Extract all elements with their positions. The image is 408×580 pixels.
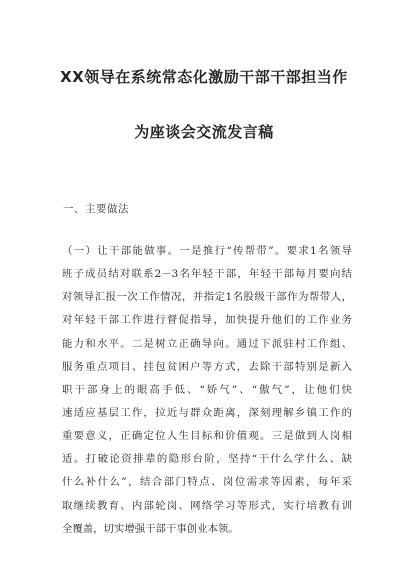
- paragraph-line: 速适应基层工作，拉近与群众距离，深刻理解乡镇工作的: [62, 406, 352, 419]
- paragraph-line: 对年轻干部工作进行督促指导，加快提升他们的工作业务: [62, 314, 352, 327]
- body-paragraph: [62, 240, 352, 541]
- document-title-line-2: 为座谈会交流发言稿: [134, 123, 274, 141]
- paragraph-line: 适。打破论资排辈的隐形台阶，坚持“干什么学什么、缺: [62, 453, 352, 466]
- paragraph-line: （一）让干部能做事。一是推行“传帮带”。要求1名领导: [62, 245, 352, 257]
- paragraph-line: 全覆盖，切实增强干部干事创业本领。: [62, 522, 239, 535]
- paragraph-line: 取继续教育、内部轮岗、网络学习等形式，实行培教有训: [62, 499, 352, 512]
- paragraph-line: 对领导汇报一次工作情况，并指定1名股级干部作为帮带人，: [62, 291, 352, 304]
- paragraph-line: 服务重点项目、挂包贫困户等方式，去除干部特别是新入: [62, 360, 352, 373]
- document-title-line-1: XX领导在系统常态化激励干部干部担当作: [60, 68, 348, 86]
- section-heading: 一、主要做法: [63, 203, 129, 215]
- paragraph-line: 职干部身上的眼高手低、“娇气”、“傲气”，让他们快: [62, 383, 352, 396]
- paragraph-line: 重要意义，正确定位人生目标和价值观。三是做到人岗相: [62, 430, 352, 443]
- paragraph-line: 什么补什么”，结合部门特点、岗位需求等因素，每年采: [62, 476, 352, 489]
- paragraph-line: 能力和水平。二是树立正确导向。通过下派驻村工作组、: [62, 337, 352, 350]
- paragraph-line: 班子成员结对联系2－3名年轻干部，年轻干部每月要向结: [62, 268, 352, 281]
